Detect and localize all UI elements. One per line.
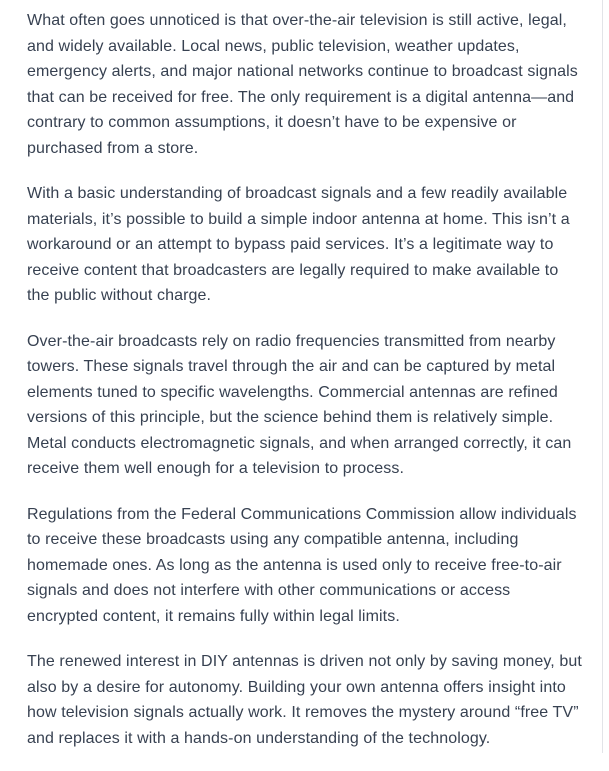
paragraph: What often goes unnoticed is that over-the-air television is still active, legal, and widely available. Local news, public television, weather updates, emergency alerts, and major national networks continue to broadcast signals that can be received for free. The only requirement is a digital antenna—and contrary to common assumptions, it doesn’t have to be expensive or purchased from a store.	[27, 12, 578, 157]
paragraph: Over-the-air broadcasts rely on radio frequencies transmitted from nearby towers. These signals travel through the air and can be captured by metal elements tuned to specific wavelengths. Commercial antennas are refined versions of this principle, but the science behind them is relatively simple. Metal conducts electromagnetic signals, and when arranged correctly, it can receive them well enough for a television to process.	[27, 332, 572, 477]
right-pane-divider	[602, 0, 603, 753]
paragraph: Regulations from the Federal Communications Commission allow individuals to receive these broadcasts using any compatible antenna, including homemade ones. As long as the antenna is used only to receive free-to-air signals and does not interfere with other communications or access encrypted content, it remains fully within legal limits.	[27, 505, 577, 625]
article-body	[27, 0, 583, 771]
paragraph: The renewed interest in DIY antennas is driven not only by saving money, but also by a desire for autonomy. Building your own antenna offers insight into how television signals actually work. It removes the mystery around “free TV” and replaces it with a hands-on understanding of the technology.	[27, 653, 582, 747]
paragraph: With a basic understanding of broadcast signals and a few readily available materials, it’s possible to build a simple indoor antenna at home. This isn’t a workaround or an attempt to bypass paid services. It’s a legitimate way to receive content that broadcasters are legally required to make available to the public without charge.	[27, 185, 570, 304]
